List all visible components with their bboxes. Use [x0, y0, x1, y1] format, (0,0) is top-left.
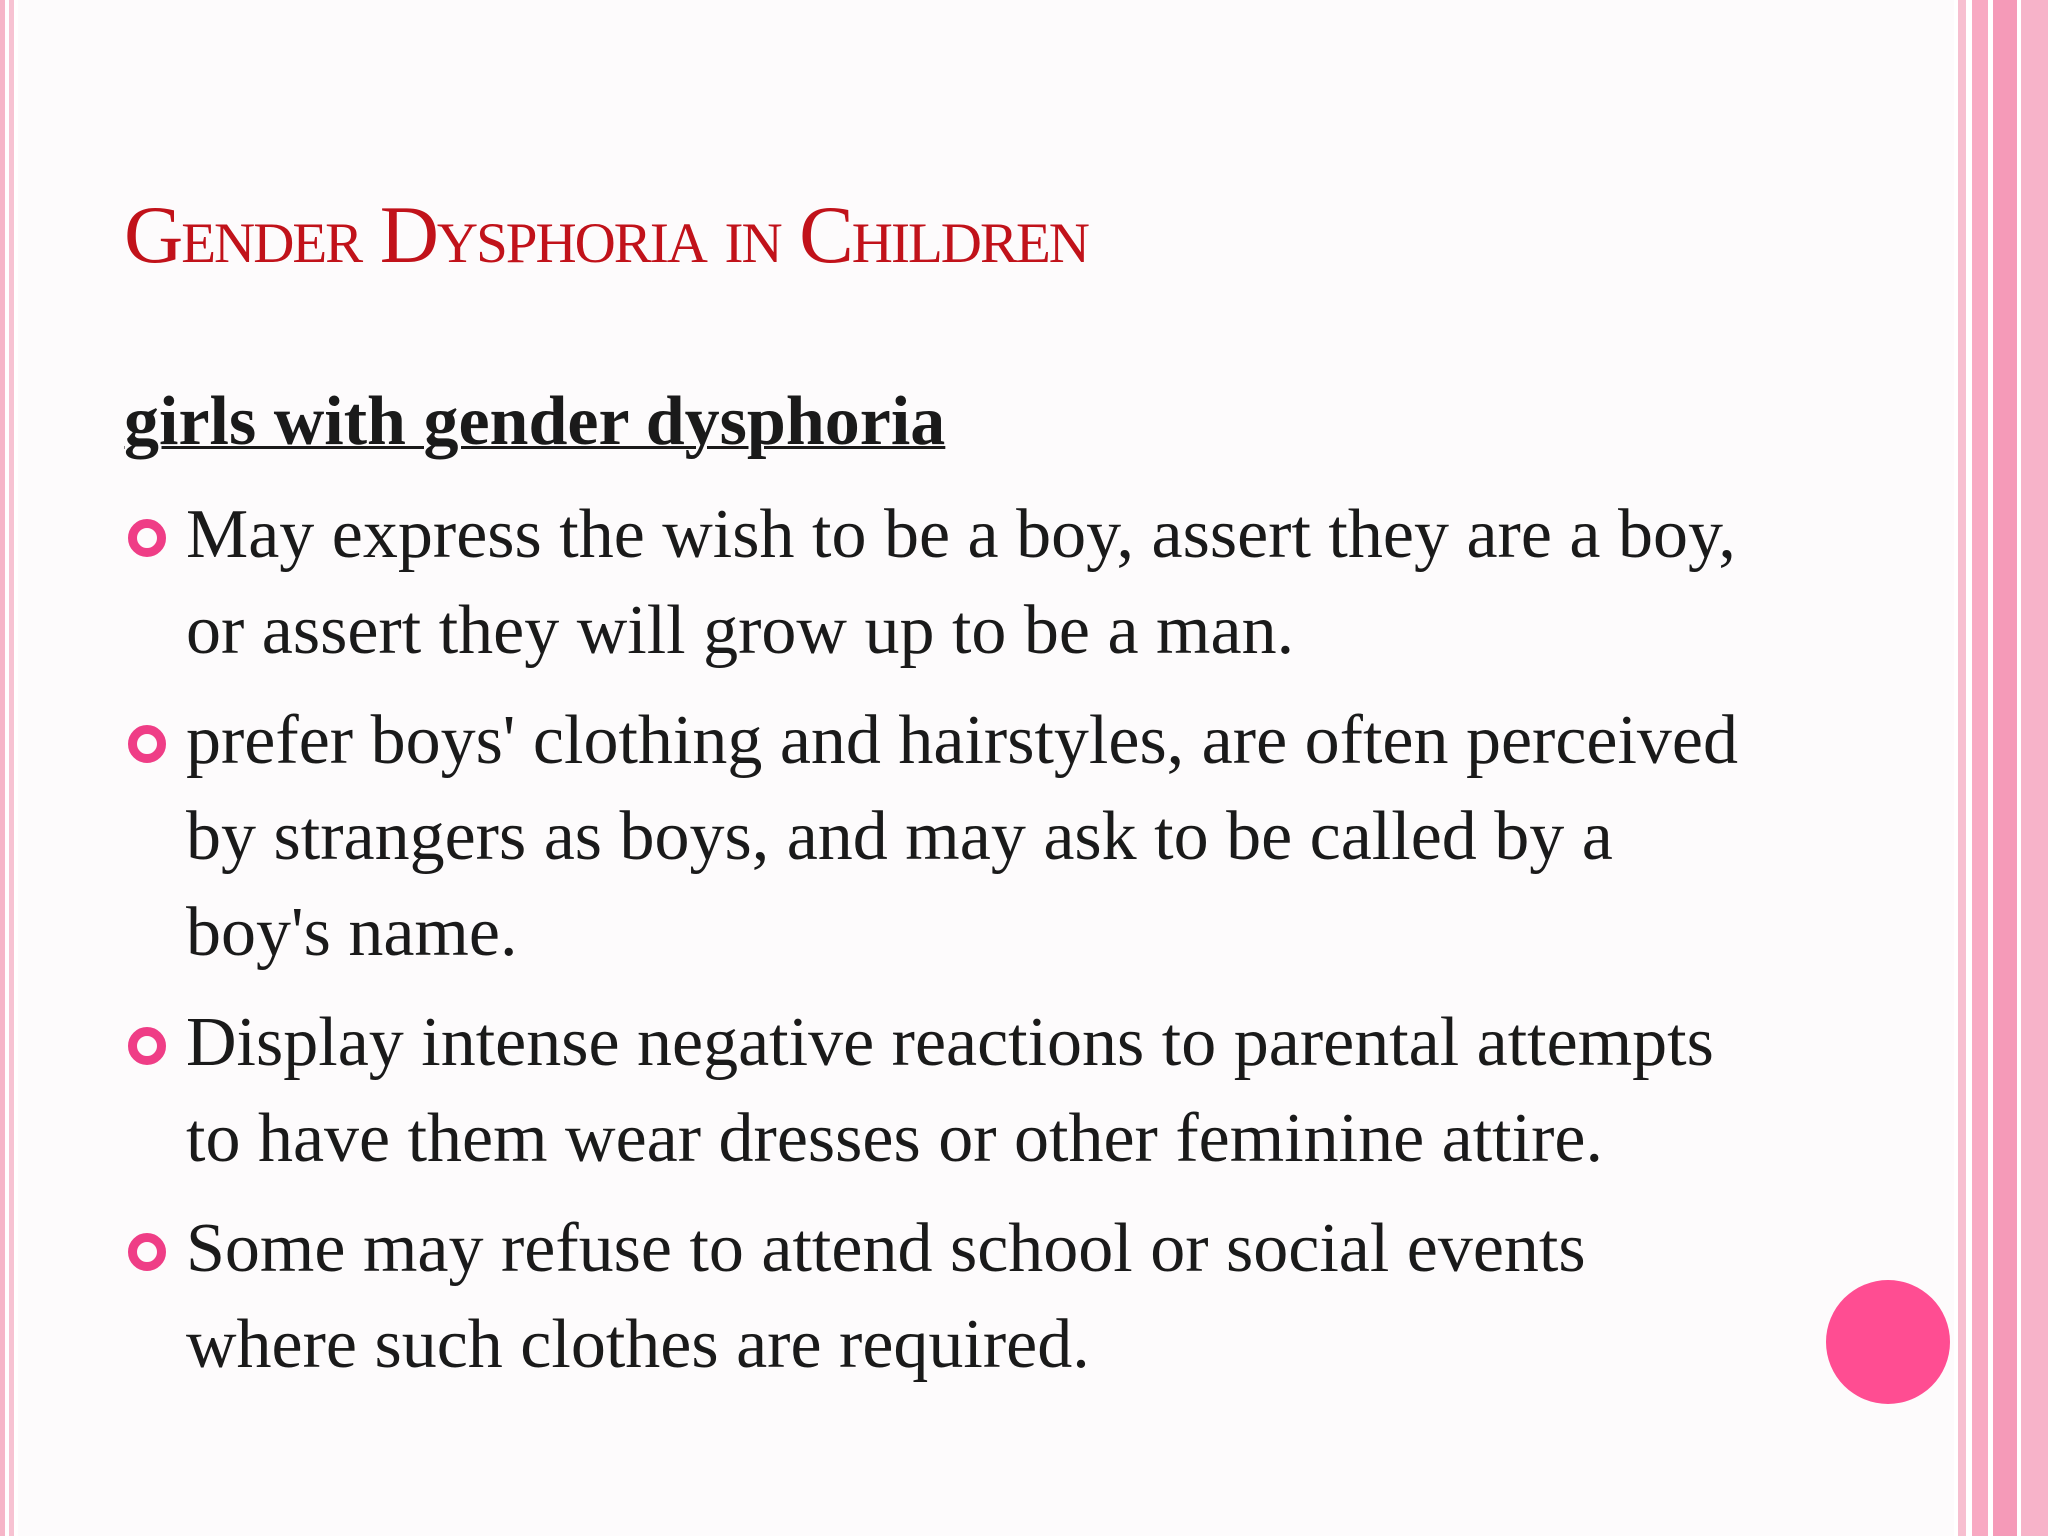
right-stripe	[1993, 0, 2017, 1536]
left-stripe	[9, 0, 14, 1536]
bullet-text: Some may refuse to attend school or social events where such clothes are required.	[186, 1210, 1586, 1383]
bullet-item	[124, 995, 1764, 1187]
bullet-text: prefer boys' clothing and hairstyles, are often perceived by strangers as boys, and may ask to be called by a boy's name.	[186, 702, 1738, 971]
bullet-list	[124, 487, 1764, 1407]
ring-bullet-icon	[128, 1027, 166, 1065]
bullet-item	[124, 487, 1764, 679]
right-stripe	[1958, 0, 1966, 1536]
bullet-item	[124, 693, 1764, 981]
right-stripe	[2021, 0, 2048, 1536]
bullet-item	[124, 1201, 1764, 1393]
slide-title: Gender Dysphoria in Children	[124, 189, 1088, 280]
right-stripe	[1972, 0, 1988, 1536]
subheading: girls with gender dysphoria	[124, 383, 946, 460]
bullet-text: May express the wish to be a boy, assert they are a boy, or assert they will grow up to be a man.	[186, 496, 1736, 669]
ring-bullet-icon	[128, 519, 166, 557]
ring-bullet-icon	[128, 725, 166, 763]
pink-circle-decoration	[1826, 1280, 1950, 1404]
left-stripe	[0, 0, 5, 1536]
ring-bullet-icon	[128, 1233, 166, 1271]
bullet-text: Display intense negative reactions to parental attempts to have them wear dresses or other feminine attire.	[186, 1004, 1714, 1177]
